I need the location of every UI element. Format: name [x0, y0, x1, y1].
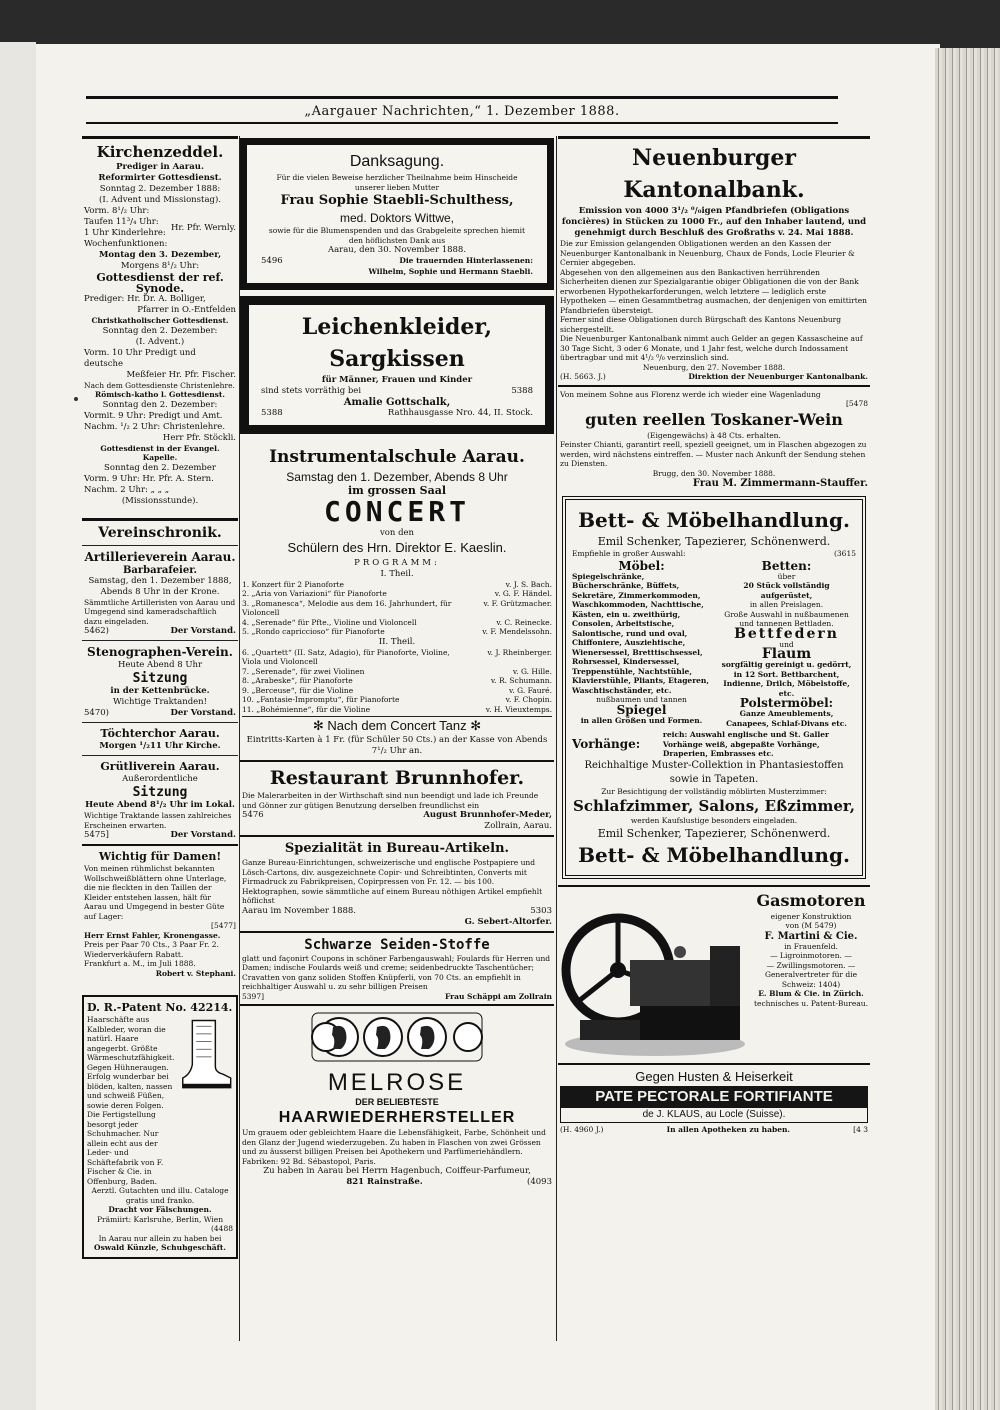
dr-line: Aerztl. Gutachten und illu. Cataloge gratis und franko. [91, 1186, 229, 1205]
tc-title: Töchterchor Aarau. [100, 727, 220, 740]
gm-line: in Frauenfeld. [784, 941, 838, 951]
tw-line: Von meinem Sohne aus Florenz werde ich wieder eine Wagenladung [560, 389, 821, 399]
program-composer: v. G. F. Händel. [494, 589, 552, 598]
lk-number: 5388 [261, 407, 283, 418]
kz-times [84, 206, 236, 250]
gm-text [754, 890, 868, 1060]
program-item [242, 686, 552, 696]
sv-line: Heute Abend 8 Uhr [117, 660, 203, 670]
program-piece: 4. „Serenade“ für Pfte., Violine und Violoncell [242, 617, 417, 627]
pp-line: de J. KLAUS, au Locle (Suisse). [560, 1108, 868, 1123]
danksagung [240, 138, 554, 290]
wd-line: Von meinen rühmlichst bekannten Wollschweißblättern ohne Unterlage, die nie fleckten in den Taillen der Kleider entstehen lassen, hält für Aarau und Umgegend in bester Güte auf Lager: [84, 864, 227, 921]
neuenburger-kantonalbank [558, 136, 870, 385]
bm-moebel-list: Spiegelschränke, Bücherschränke, Büffets, Sekretäre, Zimmerkommoden, Waschkommoden, Nachttische, Kästen, ein u. zweithürig, Consolen, Arbeitstische, Salontische, rund und oval, Chiffoniere, Ausziehtische, Wienersessel, Bretttischsessel, Rohrsessel, Kindersessel, Treppenstühle, Nachtstühle, Klavierstühle, Pliants, Etageren, Waschtischständer, etc. [572, 571, 709, 695]
is-line: von den [379, 527, 415, 538]
kz-ref: Reformirter Gottesdienst. [98, 173, 222, 183]
sb-number: 5303 [530, 905, 552, 916]
av-sub: Barbarafeier. [122, 564, 198, 576]
program-composer: v. G. Fauré. [508, 685, 552, 695]
gm-line: Generalvertreter für die [764, 970, 858, 979]
column-left [82, 136, 238, 1259]
ss-line: glatt und façonirt Coupons in schöner Farbengauswahl; Foulards für Herren und Damen; indische Foulards weiß und creme; seidenbedruckte Taschentücher; Cravatten von ganz soliden Stoffen Knüpferli, von 70 Cts. an empfiehlt in reichhaltiger Auswahl u. zu sehr billigen Preisen [242, 953, 551, 991]
ss-number: 5397] [242, 991, 265, 1001]
program-composer: v. J. Rheinberger. [487, 647, 552, 657]
dr-text: Haarschäfte aus Kalbleder, woran die natürl. Haare angegerbt. Größte Wärmeschutzfähigkeit. Gegen Hühneraugen. Erfolg wunderbar bei blöden, kalten, nassen und schweiß Füßen, sowie deren Folgen. Die Fertigstellung besorgt jeder Schuhmacher. Nur allein echt aus der Leder- und Schäftefabrik von F. Fischer & Cie. in Offenburg, Baden. [87, 1015, 175, 1186]
is-theil: I. Theil. [380, 568, 414, 579]
tw-number: [5478 [845, 399, 868, 408]
ss-title: Schwarze Seiden-Stoffe [304, 936, 490, 953]
sv-signature: Der Vorstand. [170, 708, 236, 718]
kz-line: Montag den 3. Dezember, [98, 250, 222, 260]
bm-moebel: Möbel: [618, 558, 665, 573]
nk-line: Die zur Emission gelangenden Obligationen werden an den Kassen der Neuenburger Kantonalbank in Neuenburg, Chaux de Fonds, Locle Fleurier & Cernier abgegeben. [560, 239, 855, 267]
lk-number: 5388 [511, 385, 533, 396]
program-piece: 1. Konzert für 2 Pianoforte [242, 579, 344, 589]
kz-line: Hr. Pfr. Wernly. [170, 222, 236, 233]
tc-line: Morgen ¹/₂11 Uhr Kirche. [99, 741, 221, 751]
gv-line: Außerordentliche [122, 774, 198, 784]
is-theil: II. Theil. [378, 636, 416, 647]
sv-title: Stenographen-Verein. [87, 645, 233, 659]
lk-line: sind stets vorräthig bei [261, 385, 362, 396]
is-program-part2 [242, 648, 552, 715]
program-item [242, 589, 552, 599]
av-line: Samstag, den 1. Dezember 1888, [88, 575, 232, 586]
kz-line: Sonntag den 2. Dezember: [102, 399, 218, 410]
dk-line: Für die vielen Beweise herzlicher Theilnahme beim Hinscheide unserer lieben Mutter [276, 173, 518, 192]
bm-line: 20 Stück vollständig aufgerüstet, [743, 581, 830, 600]
wd-line: Preis per Paar 70 Cts., 3 Paar Fr. 2. Wiederverkäufern Rabatt. [84, 940, 219, 959]
bm-zimmer: Schlafzimmer, Salons, Eßzimmer, [573, 797, 855, 815]
rb-title: Restaurant Brunnhofer. [269, 767, 525, 789]
bm-line: werden Kaufslustige besonders eingeladen. [630, 816, 798, 825]
gm-line: Schweiz: 1404) [781, 979, 841, 989]
nk-signature: Direktion der Neuenburger Kantonalbank. [688, 372, 868, 381]
gv-line: Wichtige Traktande lassen zahlreiches Erscheinen erwarten. [84, 811, 232, 830]
kz-line: Gottesdienst in der Evangel. Kapelle. [100, 443, 220, 462]
program-piece: 7. „Serenade“, für zwei Violinen [242, 666, 365, 676]
tw-line: Feinster Chianti, garantirt reell, speziell geeignet, um in Flaschen abgezogen zu werden, wird nächstens eintreffen. — Muster nach Ankunft der Sendung stehen zu Diensten. [560, 440, 867, 468]
program-piece: 6. „Quartett“ (II. Satz, Adagio), für Pianoforte, Violine, Viola und Violoncell [242, 647, 450, 666]
sb-line: Aarau im November 1888. [242, 905, 357, 916]
program-item [242, 580, 552, 590]
program-composer: v. F. Chopin. [505, 695, 552, 704]
melrose-ad [240, 1004, 554, 1191]
program-composer: v. H. Vieuxtemps. [485, 704, 552, 714]
bm-number: (3615 [833, 549, 856, 558]
program-piece: 9. „Berceuse“, für die Violine [242, 685, 354, 695]
kirchenzeddel [82, 136, 238, 510]
dr-title: D. R.-Patent No. 42214. [87, 1001, 233, 1014]
mr-line: Um grauem oder gebleichtem Haare die Lebensfähigkeit, Farbe, Schönheit und den Glanz der Jugend wiederzugeben. Zu haben in Flaschen von zwei Grössen und zu äusserst billigen Preisen bei Apothekern und Parfümeriehändlern. Fabriken: 92 Bd. Sébastopol, Paris. [242, 1128, 546, 1166]
pp-line: Gegen Husten & Heiserkeit [635, 1068, 793, 1084]
bm-line: in allen Preislagen. [749, 600, 824, 609]
dk-name2: med. Doktors Wittwe, [339, 211, 455, 225]
tw-title: guten reellen Toskaner-Wein [585, 409, 843, 429]
kz-synode: Gottesdienst der ref. Synode. [96, 271, 224, 295]
ss-signature: Frau Schäppi am Zollrain [444, 991, 552, 1001]
bm-name: Emil Schenker, Tapezierer, Schönenwerd. [597, 826, 831, 840]
mr-line: HAARWIEDERHERSTELLER [278, 1109, 516, 1126]
dk-signature2: Wilhelm, Sophie und Hermann Staebli. [368, 267, 533, 276]
mr-line: Zu haben in Aarau bei Herrn Hagenbuch, Coiffeur-Parfumeur, [263, 1166, 531, 1176]
kz-line: Sonntag 2. Dezember 1888: [99, 184, 221, 194]
leichenkleider [240, 296, 554, 434]
sb-title: Spezialität in Bureau-Artikeln. [284, 841, 510, 856]
gm-line: von (M 5479) [785, 921, 837, 930]
rb-number: 5476 [242, 810, 264, 820]
tw-line: (Eigengewächs) à 48 Cts. erhalten. [647, 430, 781, 440]
kz-line: Sonntag den 2. Dezember: [102, 325, 218, 336]
vereinschronik-title: Vereinschronik. [98, 524, 222, 541]
bm-line: Empfiehle in großer Auswahl: [572, 549, 686, 558]
gm-title: Gasmotoren [756, 890, 866, 910]
program-piece: 11. „Bohémienne“, für die Violine [242, 704, 371, 714]
kz-line: Vormit. 9 Uhr: Predigt und Amt. [84, 410, 223, 421]
dk-name: Frau Sophie Staebli-Schulthess, [280, 193, 514, 208]
dk-title: Danksagung. [349, 153, 445, 170]
nk-title: Neuenburger Kantonalbank. [623, 145, 805, 203]
kz-line: Herr Pfr. Stöckli. [162, 432, 236, 443]
pate-pectorale-ad [558, 1063, 870, 1138]
bm-spiegel: Spiegel [616, 702, 667, 717]
kz-sub: Prediger in Aarau. [116, 162, 204, 172]
column-middle [240, 136, 554, 1191]
nk-line: Emission von 4000 3¹/₂ ⁰/₀igen Pfandbriefen (Obligations foncières) in Stücken zu 1000 Fr., auf den Inhaber lautend, und genehmigt durch Beschluß des Großraths v. 24. Mai 1888. [561, 206, 867, 238]
bm-line: über [777, 571, 796, 581]
kz-line: Christkatholischer Gottesdienst. [91, 316, 229, 325]
is-programm: PROGRAMM: [354, 557, 440, 568]
kirchenzeddel-title: Kirchenzeddel. [96, 143, 224, 161]
program-piece: 3. „Romanesca“, Melodie aus dem 16. Jahrhundert, für Violoncell [242, 598, 452, 617]
vereinschronik [82, 518, 238, 545]
lk-title: Leichenkleider, Sargkissen [301, 313, 493, 372]
kz-line: Pfarrer in O.-Entfelden [137, 305, 236, 315]
dr-number: (4488 [210, 1224, 233, 1233]
program-piece: 8. „Arabeske“, für Pianoforte [242, 676, 353, 685]
tw-line: Brugg, den 30. November 1888. [652, 468, 776, 478]
gv-line: Heute Abend 8¹/₂ Uhr im Lokal. [85, 800, 235, 810]
gv-number: 5475] [84, 830, 109, 840]
bm-betten: Betten: [761, 558, 812, 573]
restaurant-brunnhofer [240, 760, 554, 835]
mr-line: 821 Rainstraße. [346, 1177, 423, 1187]
program-composer: v. R. Schumann. [490, 676, 552, 685]
program-item [242, 648, 552, 667]
rb-line: Die Malerarbeiten in der Wirthschaft sind nun beendigt und lade ich Freunde und Gönner zur gütigen Benutzung derselben freundlichst ein [242, 791, 539, 810]
bm-vorhaenge: Vorhänge: [572, 736, 641, 751]
bm-line: sorgfältig gereinigt u. gedörrt, in 12 Sort. Bettbarchent, Indienne, Drilch, Möbelstoffe, etc. [721, 660, 852, 698]
program-composer: v. G. Hille. [512, 666, 552, 676]
column-right [558, 136, 870, 1137]
gm-line: — Zwillingsmotoren. — [766, 960, 856, 970]
sv-line: in der Kettenbrücke. [110, 686, 210, 696]
program-item [242, 627, 552, 637]
wd-signature: Robert v. Stephani. [155, 968, 236, 978]
is-line: Schülern des Hrn. Direktor E. Kaeslin. [287, 539, 507, 555]
program-item [242, 667, 552, 677]
sb-signature: G. Sebert-Altorfer. [464, 916, 552, 927]
bm-line: Große Auswahl in nußbaumenen und tannenen Bettladen. [724, 609, 849, 628]
stenographenverein [82, 640, 238, 722]
gm-line: F. Martini & Cie. [764, 930, 858, 942]
program-composer: v. J. S. Bach. [505, 579, 552, 589]
is-concert: CONCERT [323, 494, 470, 528]
kz-line: Morgens 8¹/₂ Uhr: [120, 261, 200, 271]
nk-number: (H. 5663. J.) [560, 372, 606, 381]
sv-line: Wichtige Traktanden! [112, 697, 208, 707]
pp-title: PATE PECTORALE FORTIFIANTE [560, 1086, 868, 1108]
spezialitaet-bureau [240, 835, 554, 931]
left-page-edge [0, 42, 36, 1410]
program-piece: 10. „Fantasie-Impromptu“, für Pianoforte [242, 695, 400, 704]
kz-line: Meßfeier Hr. Pfr. Fischer. [126, 369, 236, 380]
sv-sitzung: Sitzung [132, 671, 188, 686]
bm-line: und [779, 639, 794, 649]
rb-address: Zollrain, Aarau. [484, 821, 552, 831]
mr-line: DER BELIEBTESTE [355, 1097, 439, 1107]
dr-line: In Aarau nur allein zu haben bei [98, 1233, 222, 1243]
bett-moebelhandlung [562, 496, 866, 879]
dk-line: Aarau, den 30. November 1888. [327, 245, 467, 255]
wd-number: [5477] [211, 921, 236, 930]
dr-patent-ad [82, 995, 238, 1259]
sv-number: 5470) [84, 708, 109, 718]
bm-polstermoebel: Polstermöbel: [739, 696, 834, 710]
program-composer: v. F. Grützmacher. [483, 598, 552, 608]
artillerieverein [82, 545, 238, 641]
bm-flaum: Flaum [761, 646, 812, 662]
bm-title: Bett- & Möbelhandlung. [578, 842, 850, 867]
program-item [242, 599, 552, 618]
bm-line: reich: Auswahl englische und St. Galler Vorhänge weiß, abgepaßte Vorhänge, Draperien, Embrasses etc. [662, 730, 829, 758]
kz-line: Nachm. 2 Uhr: „ „ „ [84, 484, 170, 495]
program-item [242, 705, 552, 715]
dk-line: sowie für die Blumenspenden und das Grabgeleite sprechen hiemit den höflichsten Dank aus [268, 226, 526, 245]
kz-line: Prediger: Hr. Dr. A. Bolliger, [84, 294, 206, 304]
bm-name: Emil Schenker, Tapezierer, Schönenwerd. [597, 535, 831, 548]
nk-line: Neuenburg, den 27. November 1888. [642, 362, 786, 372]
is-program-part1 [242, 580, 552, 637]
av-line: Sämmtliche Artilleristen von Aarau und Umgegend sind kameradschaftlich dazu eingeladen. [84, 597, 236, 626]
wd-line: Frankfurt a. M., im Juli 1888. [84, 959, 196, 968]
bm-line: Reichhaltige Muster-Collektion in Phantasiestoffen sowie in Tapeten. [584, 759, 844, 785]
mr-title: MELROSE [327, 1069, 467, 1096]
kz-line: 1 Uhr Kinderlehre: [84, 228, 166, 238]
wichtig-fuer-damen [82, 844, 238, 981]
bm-line: Zur Besichtigung der vollständig möblirten Musterzimmer: [601, 786, 827, 796]
is-title: Instrumentalschule Aarau. [269, 446, 525, 467]
is-line: Samstag den 1. Dezember, Abends 8 Uhr [286, 469, 508, 484]
header-rule-top [86, 96, 838, 99]
kz-line: Nachm. ¹/₂ 2 Uhr: Christenlehre. [84, 421, 226, 432]
kz-line: (I. Advent und Missionstag). [99, 195, 221, 205]
program-item [242, 618, 552, 628]
gv-signature: Der Vorstand. [170, 830, 236, 840]
kz-line: Römisch-katho l. Gottesdienst. [95, 390, 225, 399]
nk-line: Ferner sind diese Obligationen durch Bürgschaft des Kantons Neuenburg sichergestellt. [560, 315, 842, 334]
mr-number: (4093 [527, 1177, 552, 1187]
program-item [242, 695, 552, 705]
program-composer: v. F. Mendelssohn. [482, 627, 552, 636]
dr-line: Dracht vor Fälschungen. [108, 1205, 212, 1214]
lk-line: für Männer, Frauen und Kinder [321, 374, 473, 385]
lk-address: Rathhausgasse Nro. 44, II. Stock. [387, 407, 533, 418]
gv-title: Grütliverein Aarau. [100, 760, 220, 773]
kz-line: Taufen 11³/₄ Uhr: [84, 217, 159, 227]
gm-line: E. Blum & Cie. in Zürich. [758, 989, 864, 998]
gm-line: — Ligroinmotoren. — [770, 951, 852, 960]
page-edges [935, 48, 1000, 1410]
kz-line: Vorm. 9 Uhr: Hr. Pfr. A. Stern. [84, 473, 214, 484]
boot-illustration-icon [177, 1015, 233, 1095]
column-rule-2 [556, 136, 557, 1341]
is-tanz: ✻ Nach dem Concert Tanz ✻ [242, 716, 552, 735]
dr-line: Prämiirt: Karlsruhe, Berlin, Wien [96, 1214, 224, 1224]
program-item [242, 676, 552, 686]
program-piece: 2. „Aria von Variazioni“ für Pianoforte [242, 589, 387, 598]
pp-line: In allen Apotheken zu haben. [666, 1124, 791, 1134]
toechterchor [82, 722, 238, 755]
is-line: Eintritts-Karten à 1 Fr. (für Schüler 50 Cts.) an der Kasse von Abends 7¹/₂ Uhr an. [246, 735, 548, 756]
gasmotoren-ad [558, 885, 870, 1063]
gas-engine-illustration-icon [560, 890, 750, 1060]
sb-line: Ganze Bureau-Einrichtungen, schweizerische und englische Postpapiere und Lösch-Cartons, div. ausgezeichnete Copir- und Schreibtinten, Converts mit Firmadruck zu Fabrikpreisen, Copirpressen von Fr. 12. — bis 100. Hektographen, sowie sämmtliche auf einem Bureau nöthigen Artikel empfiehlt höflichst [242, 858, 543, 905]
kz-line: Sonntag den 2. Dezember [104, 462, 216, 473]
wd-line: Herr Ernst Fahler, Kronengasse. [84, 930, 221, 940]
gm-line: eigener Konstruktion [770, 911, 852, 921]
kz-line: (I. Advent.) [135, 336, 185, 347]
gruetliverein [82, 755, 238, 844]
kz-line: Nach dem Gottesdienste Christenlehre. [84, 380, 235, 390]
bm-title: Bett- & Möbelhandlung. [578, 508, 850, 532]
kz-line: Vorm. 10 Uhr Predigt und deutsche [84, 347, 196, 369]
av-signature: Der Vorstand. [170, 626, 236, 636]
kz-line: Vorm. 8¹/₂ Uhr: [84, 206, 150, 216]
rb-signature: August Brunnhofer-Meder, [423, 810, 552, 820]
is-line: im grossen Saal [347, 483, 447, 497]
bm-line: in allen Größen und Formen. [580, 715, 703, 725]
dk-signature: Die trauernden Hinterlassenen: [399, 256, 533, 265]
av-title: Artillerieverein Aarau. [84, 549, 236, 564]
av-number: 5462) [84, 626, 109, 636]
av-line: Abends 8 Uhr in der Krone. [100, 586, 220, 597]
header-rule-bottom [86, 122, 838, 124]
bm-bettfedern: Bettfedern [734, 625, 839, 642]
toskaner-wein [558, 385, 870, 493]
print-mark [74, 397, 78, 401]
pp-number: (H. 4960 J.) [560, 1124, 604, 1134]
tw-signature: Frau M. Zimmermann-Stauffer. [692, 478, 868, 489]
wd-title: Wichtig für Damen! [98, 850, 222, 863]
nk-line: Abgesehen von den allgemeinen aus den Bankactiven herrührenden Sicherheiten dienen zur Spezialgarantie obiger Obligationen die von der Bank erworbenen Hypothekarforderungen, welch letztere — lediglich erste Hypotheken — einen Gesammtbetrag ausmachen, der denjenigen von emittirten Pfandbriefen übersteigt. [560, 267, 867, 315]
cameo-portraits-icon [242, 1009, 552, 1065]
lk-name: Amalie Gottschalk, [343, 396, 451, 408]
instrumentalschule [240, 442, 554, 761]
page-header: „Aargauer Nachrichten,“ 1. Dezember 1888. [304, 104, 620, 119]
bm-holz: nußbaumen und tannen [596, 695, 687, 704]
dr-signature: Oswald Künzle, Schuhgeschäft. [94, 1243, 226, 1252]
dk-number: 5496 [261, 256, 283, 266]
gm-line: technisches u. Patent-Bureau. [754, 998, 868, 1008]
nk-line: Die Neuenburger Kantonalbank nimmt auch Gelder an gegen Kassascheine auf 30 Tage Sicht, 3 oder 6 Monate, und 1 Jahr fest, welche durch Indossament übertragbar und mit 4¹/₂ ⁰/₀ verzinslich sind. [560, 334, 863, 362]
pp-number: [4 3 [853, 1124, 868, 1134]
gv-sitzung: Sitzung [132, 785, 188, 800]
program-piece: 5. „Rondo capriccioso“ für Pianoforte [242, 627, 385, 636]
kz-line: (Missionsstunde). [121, 495, 199, 506]
is-tanz-text: Nach dem Concert Tanz [327, 718, 467, 733]
program-composer: v. C. Reinecke. [496, 617, 552, 627]
kz-line: Wochenfunktionen: [84, 239, 168, 249]
seiden-stoffe [240, 931, 554, 1005]
bm-line: Ganze Ameublements, Canapees, Schlaf-Divans etc. [726, 709, 847, 728]
